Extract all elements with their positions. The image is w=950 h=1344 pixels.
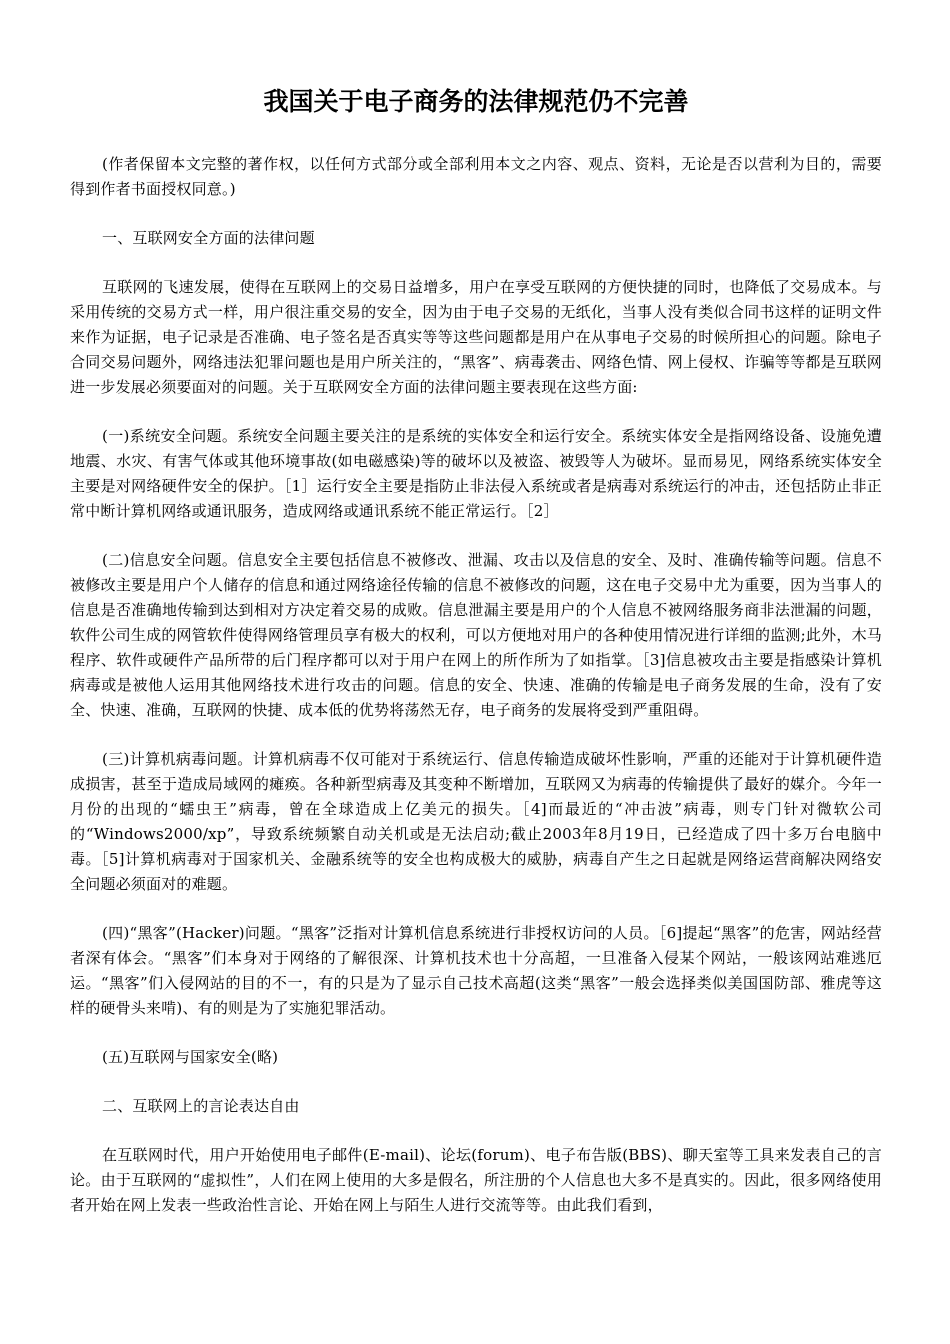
- section-heading-2: 二、互联网上的言论表达自由: [102, 1097, 300, 1115]
- subsection-system-security: (一)系统安全问题。系统安全问题主要关注的是系统的实体安全和运行安全。系统实体安全是指网络设备、设施免遭地震、水灾、有害气体或其他环境事故(如电磁感染)等的破坏以及被盗、被毁等人为破坏。显而易见，网络系统实体安全主要是对网络硬件安全的保护。［1］运行安全主要是指防止非法侵入系统或者是病毒对系统运行的冲击，还包括防止非正常中断计算机网络或通讯服务，造成网络或通讯系统不能正常运行。［2］: [70, 427, 882, 520]
- subsection-information-security: (二)信息安全问题。信息安全主要包括信息不被修改、泄漏、攻击以及信息的安全、及时、准确传输等问题。信息不被修改主要是用户个人储存的信息和通过网络途径传输的信息不被修改的问题，这在电子交易中尤为重要，因为当事人的信息是否准确地传输到达到相对方决定着交易的成败。信息泄漏主要是用户的个人信息不被网络服务商非法泄漏的问题，软件公司生成的网管软件使得网络管理员享有极大的权利，可以方便地对用户的各种使用情况进行详细的监测;此外，木马程序、软件或硬件产品所带的后门程序都可以对于用户在网上的所作所为了如指掌。［3]信息被攻击主要是指感染计算机病毒或是被他人运用其他网络技术进行攻击的问题。信息的安全、快速、准确的传输是电子商务发展的生命，没有了安全、快速、准确，互联网的快捷、成本低的优势将荡然无存，电子商务的发展将受到严重阻碍。: [70, 551, 882, 719]
- document-title: 我国关于电子商务的法律规范仍不完善: [263, 87, 689, 116]
- document-page: [70, 82, 882, 1242]
- copyright-notice: (作者保留本文完整的著作权，以任何方式部分或全部利用本文之内容、观点、资料，无论是否以营利为目的，需要得到作者书面授权同意。): [70, 155, 882, 198]
- subsection-national-security: (五)互联网与国家安全(略): [102, 1048, 279, 1066]
- section-heading-1: 一、互联网安全方面的法律问题: [102, 229, 315, 247]
- body-paragraph: 互联网的飞速发展，使得在互联网上的交易日益增多，用户在享受互联网的方便快捷的同时，也降低了交易成本。与采用传统的交易方式一样，用户很注重交易的安全，因为由于电子交易的无纸化，当事人没有类似合同书这样的证明文件来作为证据，电子记录是否准确、电子签名是否真实等等这些问题都是用户在从事电子交易的时候所担心的问题。除电子合同交易问题外，网络违法犯罪问题也是用户所关注的，“黑客”、病毒袭击、网络色情、网上侵权、诈骗等等都是互联网进一步发展必须要面对的问题。关于互联网安全方面的法律问题主要表现在这些方面:: [70, 278, 882, 396]
- subsection-hacker: (四)“黑客”(Hacker)问题。“黑客”泛指对计算机信息系统进行非授权访问的人员。［6]提起“黑客”的危害，网站经营者深有体会。“黑客”们本身对于网络的了解很深、计算机技术也十分高超，一旦准备入侵某个网站，一般该网站难逃厄运。“黑客”们入侵网站的目的不一，有的只是为了显示自己技术高超(这类“黑客”一般会选择类似美国国防部、雅虎等这样的硬骨头来啃)、有的则是为了实施犯罪活动。: [70, 924, 882, 1017]
- body-paragraph: 在互联网时代，用户开始使用电子邮件(E-mail)、论坛(forum)、电子布告版(BBS)、聊天室等工具来发表自己的言论。由于互联网的“虚拟性”，人们在网上使用的大多是假名，所注册的个人信息也大多不是真实的。因此，很多网络使用者开始在网上发表一些政治性言论、开始在网上与陌生人进行交流等等。由此我们看到，: [70, 1146, 882, 1214]
- subsection-computer-virus: (三)计算机病毒问题。计算机病毒不仅可能对于系统运行、信息传输造成破坏性影响，严重的还能对于计算机硬件造成损害，甚至于造成局域网的瘫痪。各种新型病毒及其变种不断增加，互联网又为病毒的传输提供了最好的媒介。今年一月份的出现的“蠕虫王”病毒，曾在全球造成上亿美元的损失。［4]而最近的“冲击波”病毒，则专门针对微软公司的“Windows2000/xp”，导致系统频繁自动关机或是无法启动;截止2003年8月19日，已经造成了四十多万台电脑中毒。［5]计算机病毒对于国家机关、金融系统等的安全也构成极大的威胁，病毒自产生之日起就是网络运营商解决网络安全问题必须面对的难题。: [70, 750, 882, 893]
